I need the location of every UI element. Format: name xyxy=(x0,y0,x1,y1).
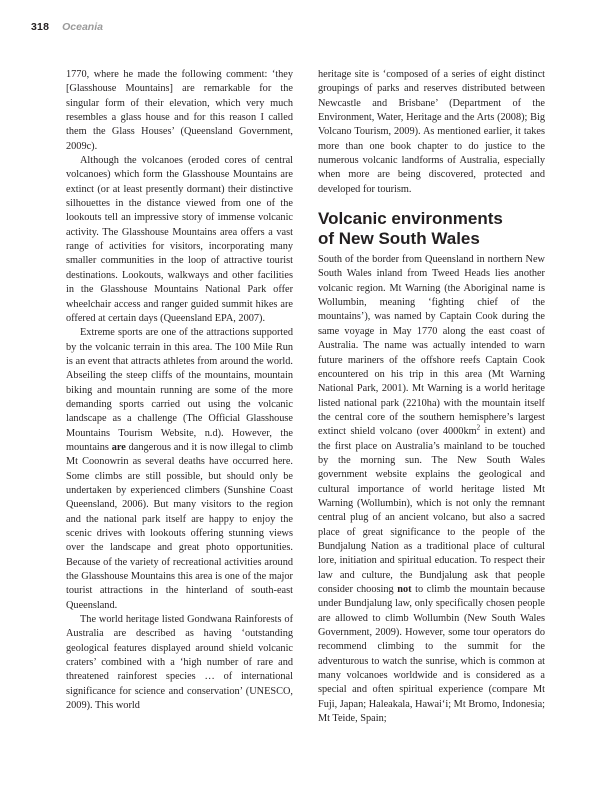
left-column xyxy=(66,68,293,713)
right-paragraph-1: heritage site is ‘composed of a series of eight distinct groupings of parks and reserves distributed between Newcastle and Brisbane’ (Department of the Environment, Water, Heritage and the Arts (2008); Big Volcano Tourism, 2009). As mentioned earlier, it takes more than one book chapter to do justice to the numerous volcanic landforms of Australia, especially when more are being discovered, protected and developed for tourism. xyxy=(318,69,545,195)
right-paragraph-2-part-c: to climb the mountain because under Bundjalung law, only specifically chosen people are allowed to climb Wollumbin (New South Wales Government, 2009). However, some tour operators do recommend climbing to the summit for the adventurous to watch the sunrise, which is common at many volcanoes worldwide and is considered as a special and often spiritual experience (compare Mt Fuji, Japan; Haleakala, Hawai‘i; Mt Bromo, Indonesia; Mt Teide, Spain; xyxy=(318,584,546,725)
left-paragraph-4: The world heritage listed Gondwana Rainforests of Australia are described as having ‘outstanding geological features displayed around shield volcanic craters’ combined with a ‘high number of rare and threatened rainforest species … of international significance for science and conservation’ (UNESCO, 2009). This world xyxy=(66,614,293,712)
left-paragraph-3-part-b: dangerous and it is now illegal to climb Mt Coonowrin as several deaths have occurred here. Some climbs are still possible, but should only be undertaken by experienced climbers (Sunshine Coast Queensland, 2006). But many visitors to the region and the national park itself are happy to enjoy the scenic drives with lookouts offering stunning views over the landscape and great photo opportunities. Because of the variety of recreational activities around the Glasshouse Mountains this area is one of the major tourist attractions in the hinterland of south-east Queensland. xyxy=(66,441,293,611)
right-column xyxy=(318,68,545,726)
left-paragraph-1: 1770, where he made the following comment: ‘they [Glasshouse Mountains] are remarkable for the singular form of their elevation, which very much resembles a glass house and for this reason I called them the Glass Houses’ (Queensland Government, 2009c). xyxy=(66,69,293,152)
left-paragraph-3-part-a: Extreme sports are one of the attractions supported by the volcanic terrain in this area. The 100 Mile Run is an event that attracts athletes from around the world. Abseiling the steep cliffs of the mountains, mountain biking and mountain running are some of the more demanding sports carried out using the volcanic landscape as a challenge (The Official Glasshouse Mountains Tourism Website, n.d). However, the mountains xyxy=(66,327,293,453)
left-paragraph-2: Although the volcanoes (eroded cores of central volcanoes) which form the Glasshouse Mountains are extinct (or at least presently dormant) their distinctive silhouettes in the distance viewed from one of the lookouts tell an impressive story of immense volcanic activity. The Glasshouse Mountains area offers a vast range of activities for visitors, incorporating many smaller communities in the loop of attractive tourist destinations. Lookouts, walkways and other facilities in the Glasshouse Mountains National Park offer wheelchair access and ranger guided summit hikes are offered at certain days (Queensland EPA, 2007). xyxy=(66,155,293,324)
right-paragraph-2 xyxy=(318,253,545,726)
right-paragraph-2-part-b: in extent) and the first place on Australia’s mainland to be touched by the morning sun. The New South Wales government website explains the geological and cultural importance of world heritage listed Mt Warning (Wollumbin), which is not only the remnant central plug of an ancient volcano, but also a sacred place of great significance to the people of the Bundjalung Nation as a traditional place of cultural lore, initiation and spiritual education. To respect their law and culture, the Bundjalung ask that people consider choosing xyxy=(318,426,546,595)
right-paragraph-2-part-a: South of the border from Queensland in northern New South Wales inland from Tweed Heads lies another volcanic region. Mt Warning (the Aboriginal name is Wollumbin, meaning ‘fighting chief of the mountains’), was named by Captain Cook during the same voyage in May 1770 along the east coast of Australia. The name was actually intended to warn future mariners of the offshore reefs Captain Cook encountered on his trip in this area (Mt Warning National Park, 2001). Mt Warning is a world heritage listed national park (2210ha) with the mountain itself the central core of the southern hemisphere’s largest extinct shield volcano (over 4000km xyxy=(318,254,545,438)
bold-not: not xyxy=(397,584,412,595)
superscript-2: 2 xyxy=(476,423,481,432)
left-paragraph-3 xyxy=(66,326,293,613)
page-header xyxy=(31,18,103,36)
section-heading-line-1: Volcanic environments xyxy=(318,209,503,229)
section-heading-line-2: of New South Wales xyxy=(318,229,480,249)
bold-are: are xyxy=(111,441,126,453)
running-title: Oceania xyxy=(62,21,103,33)
page-number: 318 xyxy=(31,21,50,33)
section-heading xyxy=(318,209,545,249)
